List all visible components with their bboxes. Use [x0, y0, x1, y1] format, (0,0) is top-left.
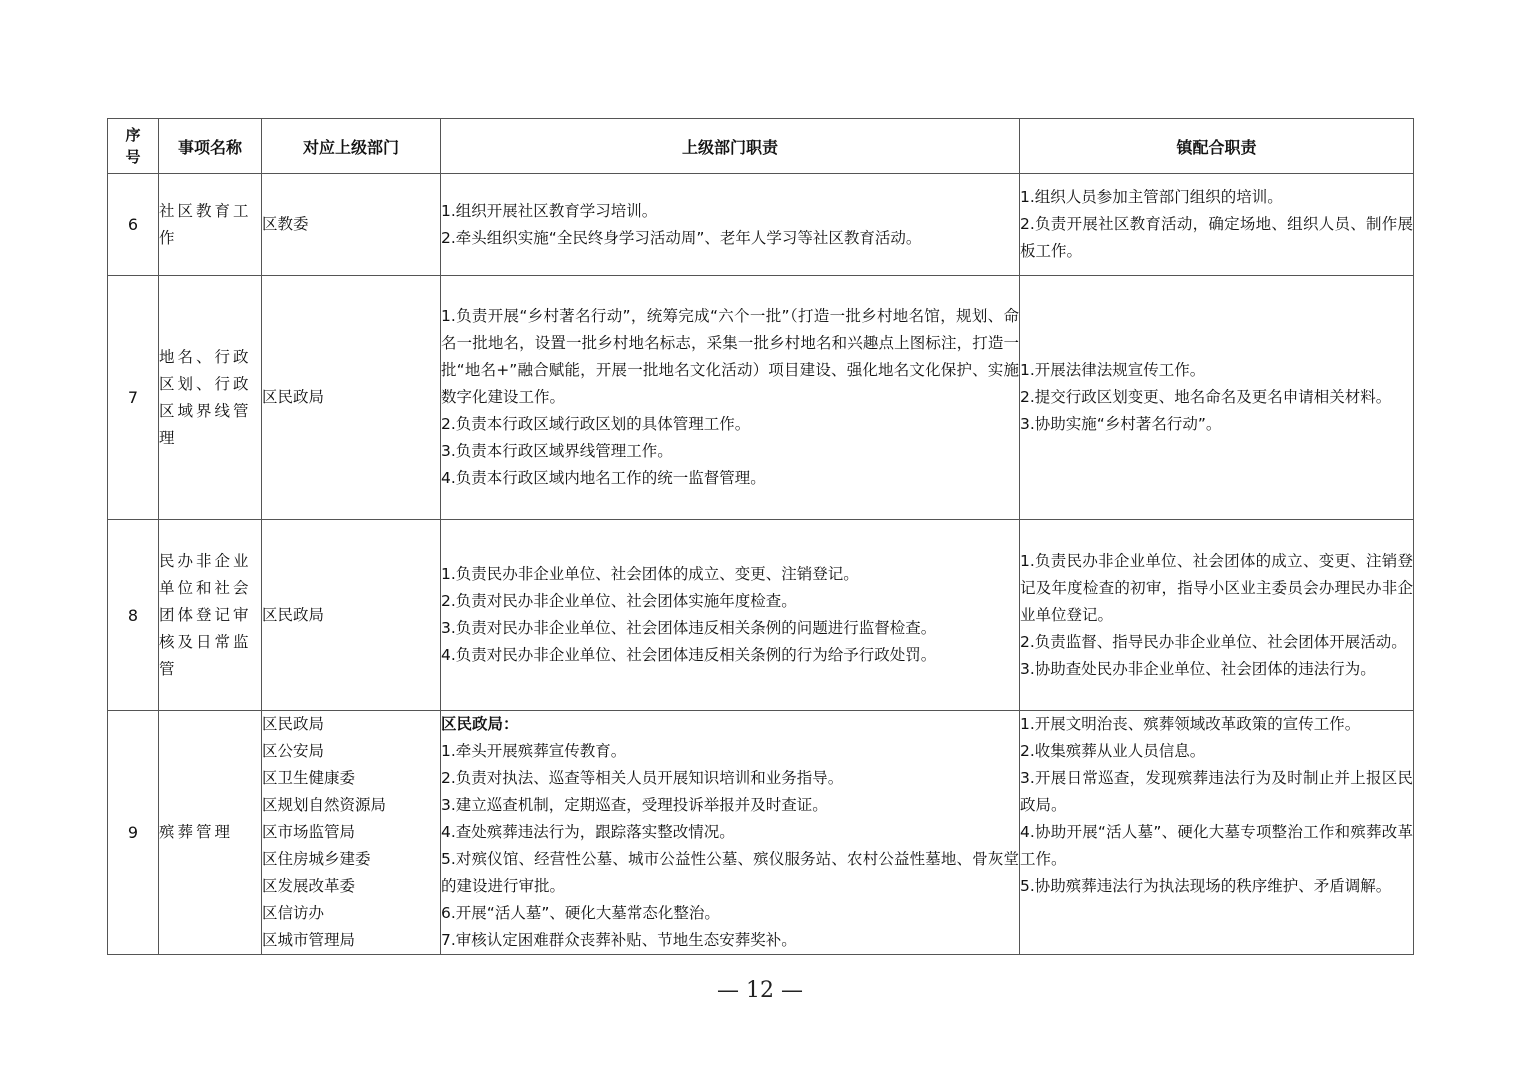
duty-item: 1.组织开展社区教育学习培训。: [441, 201, 658, 220]
dept-name: 区民政局: [262, 388, 325, 406]
row-upper-duty: [441, 520, 1020, 711]
row-upper-duty: [441, 174, 1020, 276]
duty-item: 1.牵头开展殡葬宣传教育。: [441, 742, 627, 760]
dept-name: 区规划自然资源局: [262, 796, 387, 814]
header-seq: 序号: [108, 119, 159, 174]
row-seq: 6: [108, 174, 159, 276]
page-number: — 12 —: [717, 978, 803, 1003]
dept-name: 区公安局: [262, 742, 325, 760]
table-row: [108, 174, 1414, 276]
dept-name: 区教委: [262, 215, 309, 233]
row-upper-dept: [262, 276, 441, 520]
row-upper-duty: [441, 711, 1020, 955]
row-town-duty: [1020, 174, 1414, 276]
town-duty-item: 2.收集殡葬从业人员信息。: [1020, 742, 1206, 760]
row-upper-duty: [441, 276, 1020, 520]
row-town-duty: [1020, 276, 1414, 520]
row-item-name: 殡葬管理: [159, 711, 262, 955]
dept-name: 区市场监管局: [262, 823, 356, 841]
dept-name: 区住房城乡建委: [262, 850, 371, 868]
dept-name: 区民政局: [262, 715, 325, 733]
duty-item: 3.负责对民办非企业单位、社会团体违反相关条例的问题进行监督检查。: [441, 619, 937, 637]
row-upper-dept: [262, 711, 441, 955]
header-upper-duty: 上级部门职责: [441, 119, 1020, 174]
row-item-name: 地名、行政区划、行政区域界线管理: [159, 276, 262, 520]
row-upper-dept: [262, 174, 441, 276]
responsibility-table: [107, 118, 1414, 955]
town-duty-item: 2.负责监督、指导民办非企业单位、社会团体开展活动。: [1020, 632, 1407, 651]
duty-item: 4.查处殡葬违法行为，跟踪落实整改情况。: [441, 823, 735, 841]
duty-item: 4.负责本行政区域内地名工作的统一监督管理。: [441, 469, 766, 487]
header-item-name: 事项名称: [159, 119, 262, 174]
dept-name: 区信访办: [262, 904, 325, 922]
dept-name: 区发展改革委: [262, 877, 356, 895]
town-duty-item: 2.提交行政区划变更、地名命名及更名申请相关材料。: [1020, 388, 1392, 406]
duty-item: 4.负责对民办非企业单位、社会团体违反相关条例的行为给予行政处罚。: [441, 646, 937, 664]
duty-item: 2.负责对民办非企业单位、社会团体实施年度检查。: [441, 592, 797, 610]
table-header-row: [108, 119, 1414, 174]
table-row: [108, 520, 1414, 711]
row-seq: 8: [108, 520, 159, 711]
dept-name: 区城市管理局: [262, 931, 356, 949]
dept-name: 区民政局: [262, 605, 325, 624]
town-duty-item: 3.协助查处民办非企业单位、社会团体的违法行为。: [1020, 659, 1376, 678]
row-seq: 9: [108, 711, 159, 955]
duty-dept-heading: 区民政局：: [441, 715, 519, 733]
duty-item: 3.负责本行政区域界线管理工作。: [441, 442, 673, 460]
table-row: [108, 711, 1414, 955]
duty-item: 2.负责本行政区域行政区划的具体管理工作。: [441, 415, 751, 433]
row-town-duty: [1020, 520, 1414, 711]
duty-item: 3.建立巡查机制，定期巡查，受理投诉举报并及时查证。: [441, 796, 828, 814]
row-seq: 7: [108, 276, 159, 520]
town-duty-item: 1.开展文明治丧、殡葬领域改革政策的宣传工作。: [1020, 715, 1361, 733]
header-upper-dept: 对应上级部门: [262, 119, 441, 174]
town-duty-item: 2.负责开展社区教育活动，确定场地、组织人员、制作展板工作。: [1020, 215, 1413, 260]
dept-name: 区卫生健康委: [262, 769, 356, 787]
town-duty-item: 5.协助殡葬违法行为执法现场的秩序维护、矛盾调解。: [1020, 877, 1392, 895]
row-item-name: 民办非企业单位和社会团体登记审核及日常监管: [159, 520, 262, 711]
table-row: [108, 276, 1414, 520]
duty-item: 6.开展“活人墓”、硬化大墓常态化整治。: [441, 904, 720, 922]
duty-item: 2.牵头组织实施“全民终身学习活动周”、老年人学习等社区教育活动。: [441, 228, 922, 247]
duty-item: 1.负责开展“乡村著名行动”，统筹完成“六个一批”（打造一批乡村地名馆，规划、命名一批地名，设置一批乡村地名标志，采集一批乡村地名和兴趣点上图标注，打造一批“地名+”融合赋能，开展一批地名文化活动）项目建设、强化地名文化保护、实施数字化建设工作。: [441, 307, 1019, 406]
town-duty-item: 4.协助开展“活人墓”、硬化大墓专项整治工作和殡葬改革工作。: [1020, 823, 1413, 868]
town-duty-item: 3.开展日常巡查，发现殡葬违法行为及时制止并上报区民政局。: [1020, 769, 1413, 814]
row-town-duty: [1020, 711, 1414, 955]
town-duty-item: 1.开展法律法规宣传工作。: [1020, 361, 1206, 379]
duty-item: 1.负责民办非企业单位、社会团体的成立、变更、注销登记。: [441, 565, 859, 583]
town-duty-item: 1.负责民办非企业单位、社会团体的成立、变更、注销登记及年度检查的初审，指导小区业主委员会办理民办非企业单位登记。: [1020, 551, 1413, 624]
row-upper-dept: [262, 520, 441, 711]
duty-item: 7.审核认定困难群众丧葬补贴、节地生态安葬奖补。: [441, 931, 797, 949]
header-town-duty: 镇配合职责: [1020, 119, 1414, 174]
duty-item: 5.对殡仪馆、经营性公墓、城市公益性公墓、殡仪服务站、农村公益性墓地、骨灰堂的建设进行审批。: [441, 850, 1019, 895]
town-duty-item: 1.组织人员参加主管部门组织的培训。: [1020, 188, 1283, 206]
duty-item: 2.负责对执法、巡查等相关人员开展知识培训和业务指导。: [441, 769, 844, 787]
row-item-name: 社区教育工作: [159, 174, 262, 276]
town-duty-item: 3.协助实施“乡村著名行动”。: [1020, 415, 1222, 433]
